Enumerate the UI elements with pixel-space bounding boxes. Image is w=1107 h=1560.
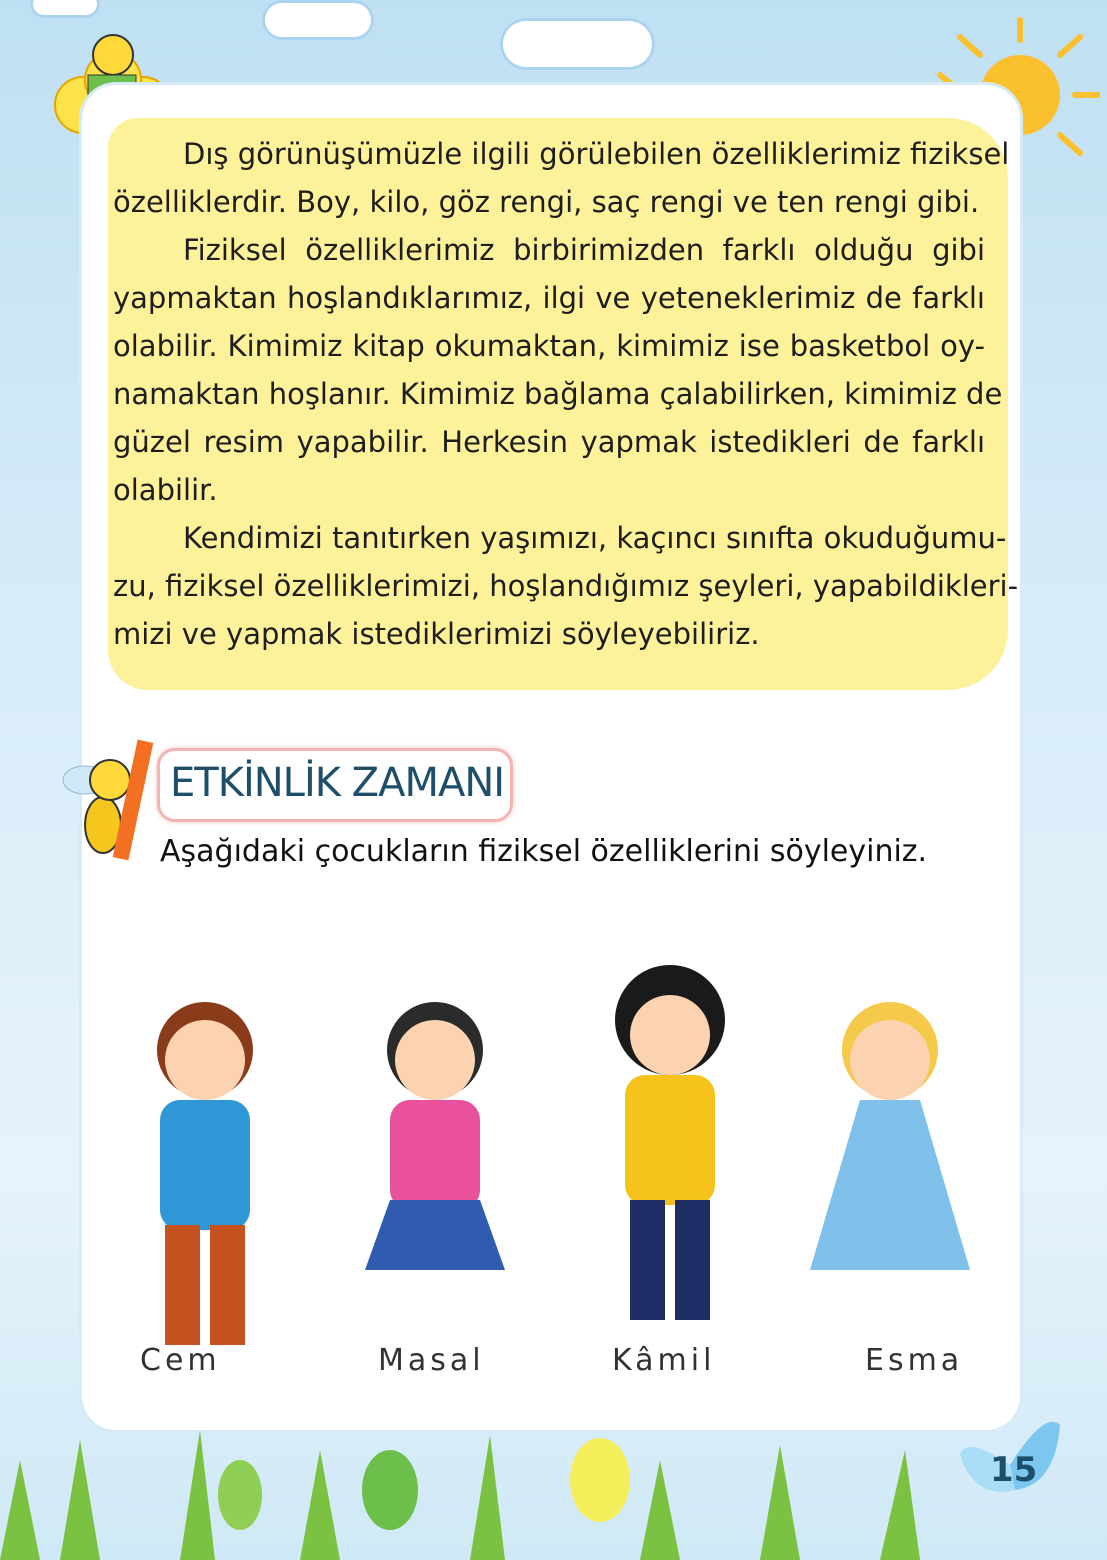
body-text	[113, 130, 1019, 658]
child-illustration-0	[105, 940, 305, 1360]
child-name: Masal	[378, 1343, 485, 1378]
child-name: Esma	[865, 1343, 964, 1378]
text-line: Dış görünüşümüzle ilgili görülebilen özelliklerimiz fiziksel	[183, 137, 1010, 171]
text-line: olabilir.	[113, 473, 218, 507]
text-line: zu, fiziksel özelliklerimizi, hoşlandığımız şeyleri, yapabildikleri-	[113, 569, 1019, 603]
child-name: Cem	[140, 1343, 221, 1378]
child-illustration-2	[570, 940, 770, 1360]
activity-title: ETKİNLİK ZAMANI	[170, 760, 505, 806]
text-line: Kendimizi tanıtırken yaşımızı, kaçıncı sınıfta okuduğumu-	[183, 521, 1007, 555]
text-line: namaktan hoşlanır. Kimimiz bağlama çalabilirken, kimimiz de	[113, 377, 1003, 411]
bee-with-pencil-icon	[55, 730, 165, 900]
text-line: yapmaktan hoşlandıklarımız, ilgi ve yeteneklerimiz de farklı	[113, 281, 985, 315]
activity-instruction: Aşağıdaki çocukların fiziksel özelliklerini söyleyiniz.	[160, 834, 928, 869]
cloud	[262, 0, 374, 40]
text-line: olabilir. Kimimiz kitap okumaktan, kimimiz ise basketbol oy-	[113, 329, 985, 363]
text-line: Fiziksel özelliklerimiz birbirimizden farklı olduğu gibi	[183, 233, 985, 267]
text-line: mizi ve yapmak istediklerimizi söyleyebiliriz.	[113, 617, 760, 651]
text-line: özelliklerdir. Boy, kilo, göz rengi, saç rengi ve ten rengi gibi.	[113, 185, 980, 219]
grass-and-flowers	[0, 1420, 1107, 1560]
page-number: 15	[990, 1450, 1038, 1490]
child-illustration-3	[790, 940, 990, 1360]
child-illustration-1	[335, 940, 535, 1360]
cloud	[500, 18, 655, 70]
text-line: güzel resim yapabilir. Herkesin yapmak istedikleri de farklı	[113, 425, 985, 459]
child-name: Kâmil	[612, 1343, 716, 1378]
